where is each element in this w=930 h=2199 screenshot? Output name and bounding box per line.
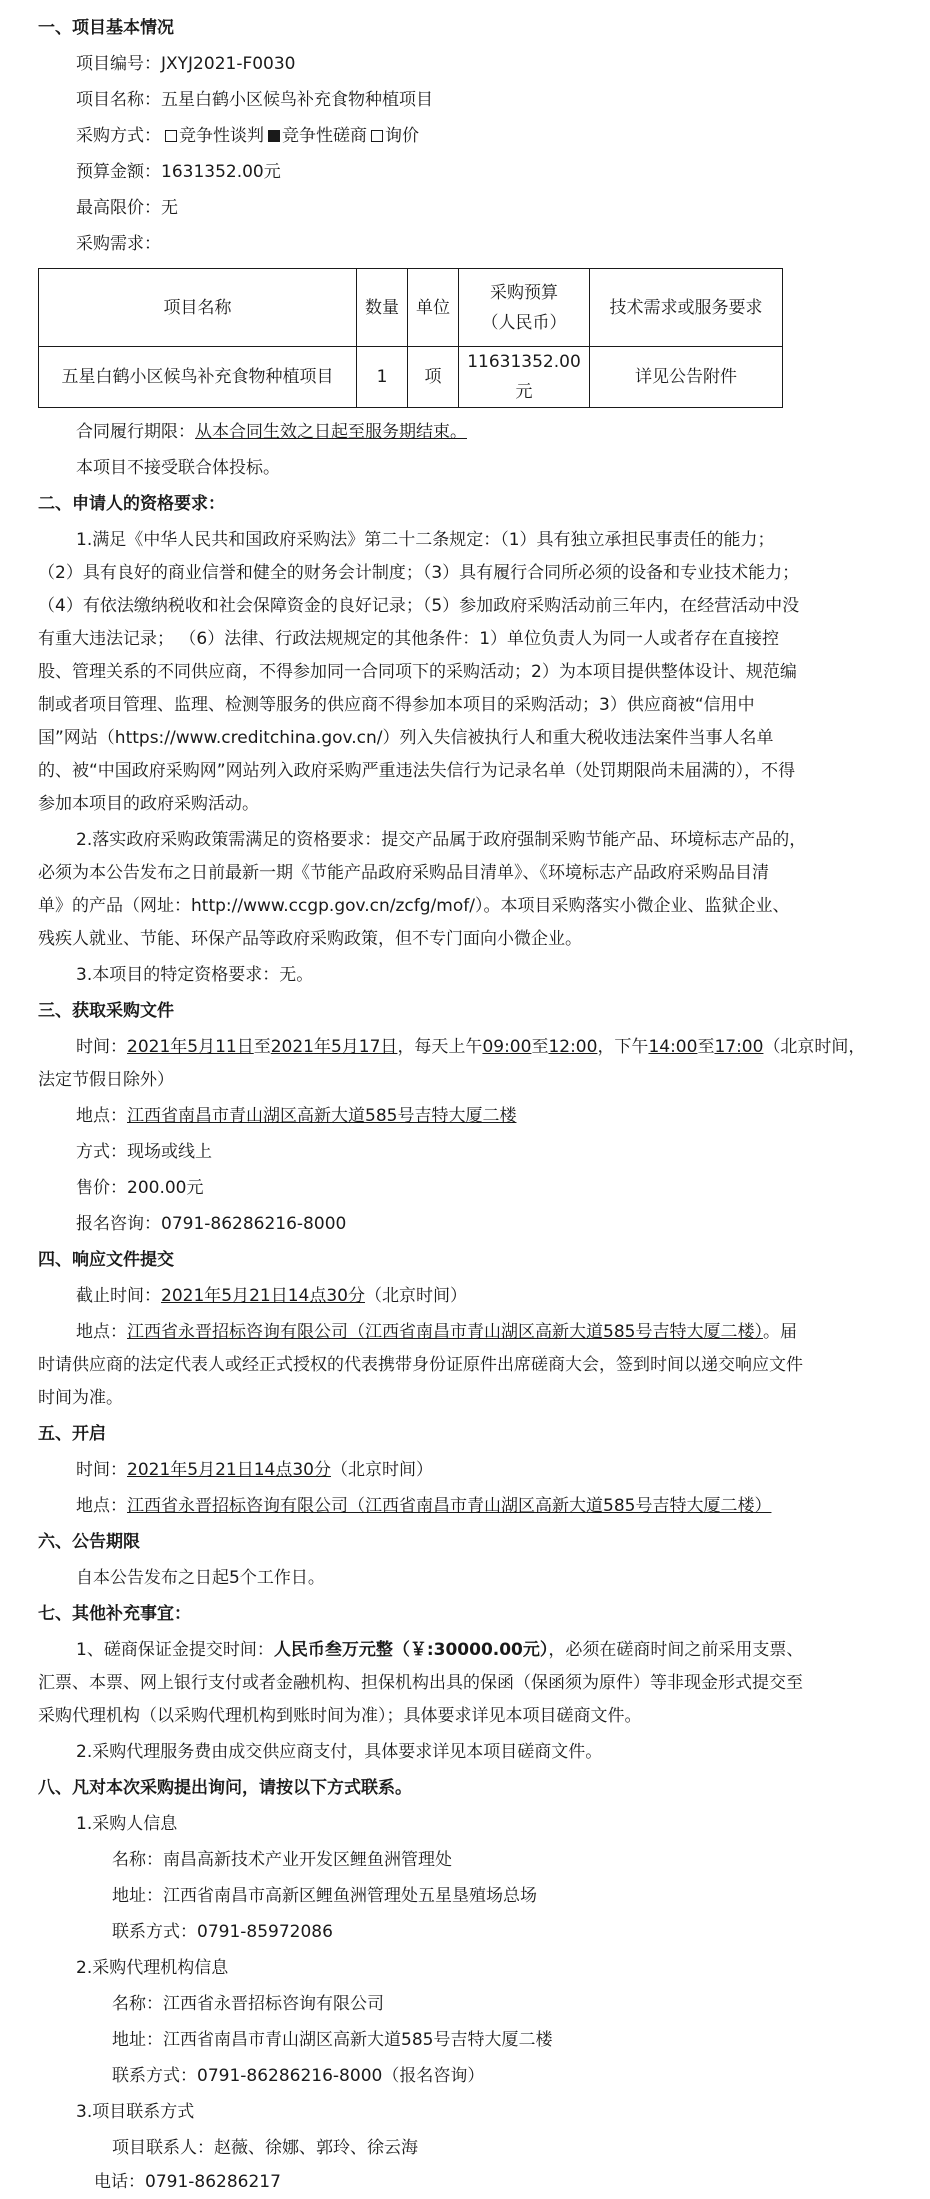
qualification-p2-line1: 2.落实政府采购政策需满足的资格要求：提交产品属于政府强制采购节能产品、环境标志产品的， bbox=[76, 830, 807, 850]
acquire-way: 方式：现场或线上 bbox=[76, 1142, 212, 1162]
contract-period bbox=[76, 420, 467, 444]
table-header-row bbox=[39, 269, 783, 347]
notice-period: 自本公告发布之日起5个工作日。 bbox=[76, 1568, 325, 1588]
buyer-title: 1.采购人信息 bbox=[76, 1814, 178, 1834]
buyer-address: 地址：江西省南昌市高新区鲤鱼洲管理处五星垦殖场总场 bbox=[112, 1886, 537, 1906]
agent-contact: 联系方式：0791-86286216-8000（报名咨询） bbox=[112, 2066, 485, 2086]
acquire-daily-am: ，每天上午 bbox=[397, 1037, 483, 1057]
header-budget-line1: 采购预算 bbox=[490, 282, 558, 303]
qualification-p1-line7: 国”网站（https://www.creditchina.gov.cn/）列入失信被执行人和重大税收违法案件当事人名单 bbox=[38, 728, 774, 748]
submit-place bbox=[76, 1320, 797, 1344]
open-time bbox=[76, 1458, 433, 1482]
open-time-label: 时间： bbox=[76, 1460, 127, 1480]
header-budget bbox=[459, 269, 590, 347]
section-5-heading: 五、开启 bbox=[38, 1424, 106, 1444]
header-project-name: 项目名称 bbox=[39, 269, 357, 347]
cell-unit: 项 bbox=[408, 347, 459, 408]
procurement-table bbox=[38, 268, 783, 408]
qualification-p2-line4: 残疾人就业、节能、环保产品等政府采购政策，但不专门面向小微企业。 bbox=[38, 929, 582, 949]
project-contact-title: 3.项目联系方式 bbox=[76, 2102, 195, 2122]
buyer-name: 名称：南昌高新技术产业开发区鲤鱼洲管理处 bbox=[112, 1850, 452, 1870]
qualification-p1-line5: 股、管理关系的不同供应商，不得参加同一合同项下的采购活动；2）为本项目提供整体设计、规范编 bbox=[38, 662, 797, 682]
section-7-heading: 七、其他补充事宜： bbox=[38, 1604, 191, 1624]
procurement-method bbox=[76, 124, 419, 148]
qualification-p3: 3.本项目的特定资格要求：无。 bbox=[76, 965, 314, 985]
project-contact-people: 项目联系人：赵薇、徐娜、郭玲、徐云海 bbox=[112, 2138, 418, 2158]
am-end: 12:00 bbox=[548, 1037, 598, 1057]
acquire-time bbox=[76, 1035, 865, 1059]
submit-place-line2: 时请供应商的法定代表人或经正式授权的代表携带身份证原件出席磋商大会，签到时间以递交响应文件 bbox=[38, 1355, 803, 1375]
acquire-daily-pm: ，下午 bbox=[597, 1037, 649, 1057]
qualification-p1-line8: 的、被“中国政府采购网”网站列入政府采购严重违法失信行为记录名单（处罚期限尚未届满的），不得 bbox=[38, 761, 796, 781]
pm-start: 14:00 bbox=[648, 1037, 698, 1057]
am-start: 09:00 bbox=[482, 1037, 532, 1057]
qualification-p1-line4: 有重大违法记录； （6）法律、行政法规规定的其他条件：1）单位负责人为同一人或者存在直接控 bbox=[38, 629, 780, 649]
contract-period-value: 从本合同生效之日起至服务期结束。 bbox=[195, 422, 467, 442]
qualification-p1-line2: （2）具有良好的商业信誉和健全的财务会计制度；（3）具有履行合同所必须的设备和专业技术能力； bbox=[38, 563, 800, 583]
acquire-to: 至 bbox=[253, 1037, 271, 1057]
buyer-contact: 联系方式：0791-85972086 bbox=[112, 1922, 333, 1942]
submit-place-value: 江西省永晋招标咨询有限公司（江西省南昌市青山湖区高新大道585号吉特大厦二楼） bbox=[127, 1322, 763, 1342]
submit-place-line3: 时间为准。 bbox=[38, 1388, 123, 1408]
section-6-heading: 六、公告期限 bbox=[38, 1532, 140, 1552]
submit-deadline-value: 2021年5月21日14点30分 bbox=[161, 1286, 365, 1306]
submit-deadline bbox=[76, 1284, 467, 1308]
method-option-consultation: 竞争性磋商 bbox=[282, 126, 367, 146]
acquire-time-tail: （北京时间， bbox=[763, 1037, 866, 1057]
cell-project-name: 五星白鹤小区候鸟补充食物种植项目 bbox=[39, 347, 357, 408]
submit-deadline-tail: （北京时间） bbox=[364, 1286, 467, 1306]
qualification-p1-line6: 制或者项目管理、监理、检测等服务的供应商不得参加本项目的采购活动；3）供应商被“信用中 bbox=[38, 695, 755, 715]
open-place-label: 地点： bbox=[76, 1496, 127, 1516]
section-2-heading: 二、申请人的资格要求： bbox=[38, 494, 225, 514]
qualification-p1-line9: 参加本项目的政府采购活动。 bbox=[38, 794, 259, 814]
acquire-place-label: 地点： bbox=[76, 1106, 127, 1126]
deposit-line2: 汇票、本票、网上银行支付或者金融机构、担保机构出具的保函（保函须为原件）等非现金形式提交至 bbox=[38, 1673, 803, 1693]
budget-amount: 预算金额：1631352.00元 bbox=[76, 162, 281, 182]
deposit-label: 1、磋商保证金提交时间： bbox=[76, 1640, 274, 1660]
table-row bbox=[39, 347, 783, 408]
checkbox-checked-icon bbox=[268, 130, 280, 142]
deposit-amount: 人民币叁万元整（￥:30000.00元） bbox=[273, 1640, 549, 1660]
header-unit: 单位 bbox=[408, 269, 459, 347]
qualification-p2-line2: 必须为本公告发布之日前最新一期《节能产品政府采购品目清单》、《环境标志产品政府采购品目清 bbox=[38, 863, 769, 883]
acquire-time-line2: 法定节假日除外） bbox=[38, 1070, 174, 1090]
qualification-p2-line3: 单》的产品（网址：http://www.ccgp.gov.cn/zcfg/mof/）。本项目采购落实小微企业、监狱企业、 bbox=[38, 896, 790, 916]
pm-to: 至 bbox=[697, 1037, 715, 1057]
open-place bbox=[76, 1494, 771, 1518]
agent-address: 地址：江西省南昌市青山湖区高新大道585号吉特大厦二楼 bbox=[112, 2030, 553, 2050]
acquire-place bbox=[76, 1104, 516, 1128]
am-to: 至 bbox=[531, 1037, 549, 1057]
open-time-value: 2021年5月21日14点30分 bbox=[127, 1460, 331, 1480]
method-option-negotiation: 竞争性谈判 bbox=[179, 126, 264, 146]
contract-period-label: 合同履行期限： bbox=[76, 422, 195, 442]
acquire-price: 售价：200.00元 bbox=[76, 1178, 204, 1198]
acquire-consult: 报名咨询：0791-86286216-8000 bbox=[76, 1214, 347, 1234]
submit-place-label: 地点： bbox=[76, 1322, 127, 1342]
checkbox-unchecked-icon bbox=[371, 130, 383, 142]
agent-name: 名称：江西省永晋招标咨询有限公司 bbox=[112, 1994, 384, 2014]
method-option-inquiry: 询价 bbox=[385, 126, 419, 146]
cell-requirements: 详见公告附件 bbox=[590, 347, 783, 408]
header-requirements: 技术需求或服务要求 bbox=[590, 269, 783, 347]
deposit-line1 bbox=[76, 1638, 803, 1662]
section-1-heading: 一、项目基本情况 bbox=[38, 18, 174, 38]
acquire-place-value: 江西省南昌市青山湖区高新大道585号吉特大厦二楼 bbox=[127, 1106, 517, 1126]
acquire-time-label: 时间： bbox=[76, 1037, 127, 1057]
max-price: 最高限价：无 bbox=[76, 198, 178, 218]
acquire-start-date: 2021年5月11日 bbox=[127, 1037, 254, 1057]
header-budget-line2: （人民币） bbox=[481, 312, 567, 333]
cell-quantity: 1 bbox=[357, 347, 408, 408]
consortium-note: 本项目不接受联合体投标。 bbox=[76, 458, 280, 478]
qualification-p1-line3: （4）有依法缴纳税收和社会保障资金的良好记录；（5）参加政府采购活动前三年内，在经营活动中没 bbox=[38, 596, 800, 616]
header-quantity: 数量 bbox=[357, 269, 408, 347]
submit-place-tail: 。届 bbox=[762, 1322, 797, 1342]
section-3-heading: 三、获取采购文件 bbox=[38, 1001, 174, 1021]
project-contact-phone: 电话：0791-86286217 bbox=[94, 2172, 281, 2192]
agent-title: 2.采购代理机构信息 bbox=[76, 1958, 229, 1978]
project-number: 项目编号：JXYJ2021-F0030 bbox=[76, 54, 296, 74]
procurement-need: 采购需求： bbox=[76, 234, 161, 254]
cell-budget: 11631352.00元 bbox=[459, 347, 590, 408]
section-8-heading: 八、凡对本次采购提出询问，请按以下方式联系。 bbox=[38, 1778, 412, 1798]
agency-fee: 2.采购代理服务费由成交供应商支付，具体要求详见本项目磋商文件。 bbox=[76, 1742, 603, 1762]
submit-deadline-label: 截止时间： bbox=[76, 1286, 161, 1306]
open-place-value: 江西省永晋招标咨询有限公司（江西省南昌市青山湖区高新大道585号吉特大厦二楼） bbox=[127, 1496, 772, 1516]
project-name: 项目名称：五星白鹤小区候鸟补充食物种植项目 bbox=[76, 90, 433, 110]
acquire-end-date: 2021年5月17日 bbox=[270, 1037, 398, 1057]
section-4-heading: 四、响应文件提交 bbox=[38, 1250, 174, 1270]
method-label: 采购方式： bbox=[76, 126, 161, 146]
deposit-line3: 采购代理机构（以采购代理机构到账时间为准）；具体要求详见本项目磋商文件。 bbox=[38, 1706, 642, 1726]
deposit-tail: ，必须在磋商时间之前采用支票、 bbox=[548, 1640, 804, 1660]
qualification-p1-line1: 1.满足《中华人民共和国政府采购法》第二十二条规定：（1）具有独立承担民事责任的能力； bbox=[76, 530, 775, 550]
pm-end: 17:00 bbox=[714, 1037, 764, 1057]
open-time-tail: （北京时间） bbox=[330, 1460, 433, 1480]
checkbox-unchecked-icon bbox=[165, 130, 177, 142]
